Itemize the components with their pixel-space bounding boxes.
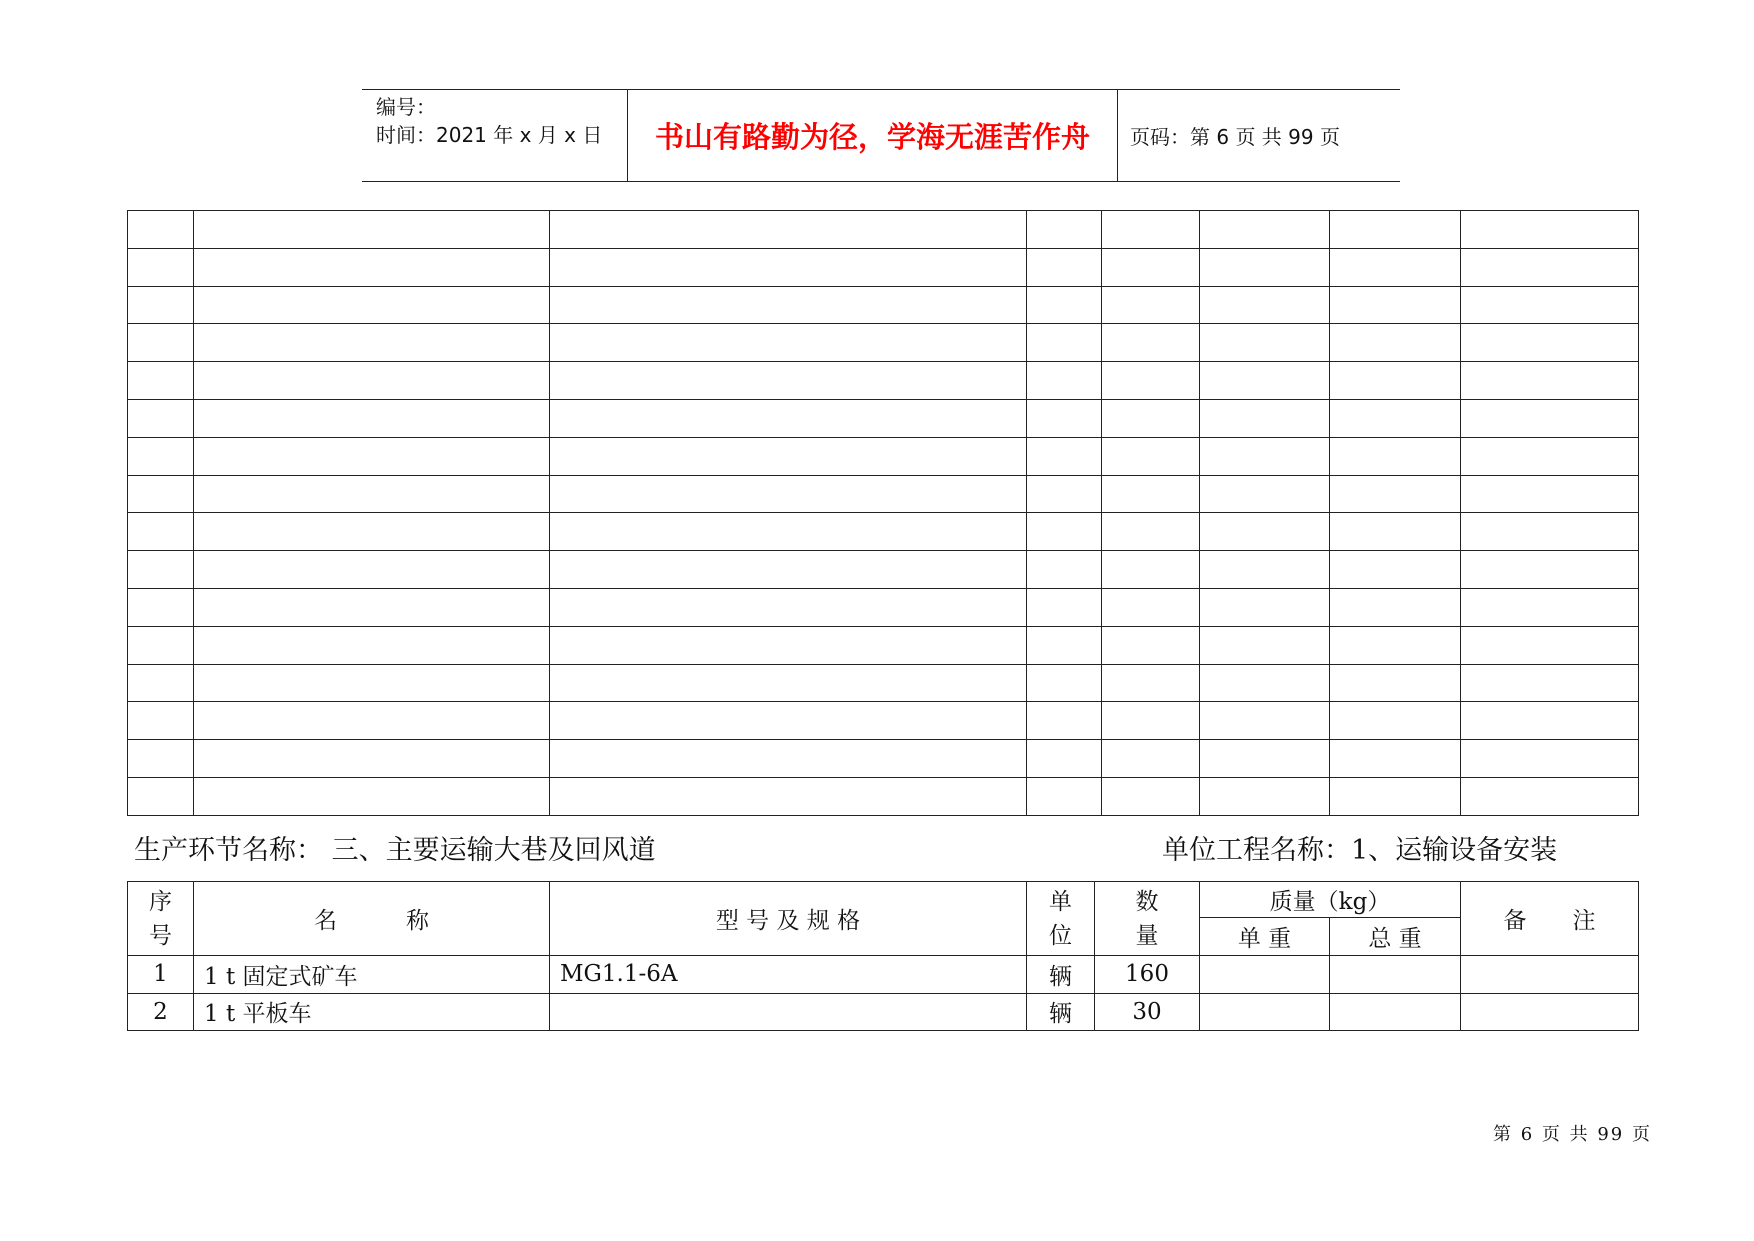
- blank-cell: [194, 248, 550, 286]
- blank-row: [128, 362, 1639, 400]
- blank-cell: [1102, 211, 1200, 249]
- blank-cell: [1027, 626, 1102, 664]
- blank-cell: [194, 362, 550, 400]
- blank-cell: [128, 551, 194, 589]
- blank-cell: [550, 475, 1027, 513]
- blank-cell: [1200, 211, 1330, 249]
- cell-quantity: 160: [1095, 956, 1200, 994]
- blank-cell: [1461, 702, 1639, 740]
- blank-cell: [550, 588, 1027, 626]
- blank-row: [128, 740, 1639, 778]
- blank-cell: [1461, 324, 1639, 362]
- blank-row: [128, 286, 1639, 324]
- blank-cell: [1330, 437, 1461, 475]
- blank-cell: [1461, 286, 1639, 324]
- blank-cell: [1102, 324, 1200, 362]
- blank-row: [128, 626, 1639, 664]
- header-unit-weight: 单 重: [1200, 918, 1330, 956]
- blank-cell: [1461, 399, 1639, 437]
- blank-cell: [550, 664, 1027, 702]
- blank-cell: [1461, 211, 1639, 249]
- blank-cell: [194, 399, 550, 437]
- blank-cell: [1330, 475, 1461, 513]
- blank-cell: [1200, 286, 1330, 324]
- blank-cell: [1102, 551, 1200, 589]
- blank-cell: [194, 664, 550, 702]
- blank-cell: [1200, 777, 1330, 815]
- blank-row: [128, 777, 1639, 815]
- blank-row: [128, 475, 1639, 513]
- table-row: [128, 993, 1639, 1031]
- blank-cell: [1102, 626, 1200, 664]
- blank-cell: [1027, 324, 1102, 362]
- header-quantity: 数 量: [1095, 882, 1200, 956]
- blank-cell: [194, 777, 550, 815]
- blank-cell: [1200, 588, 1330, 626]
- blank-cell: [1330, 777, 1461, 815]
- header-total-weight: 总 重: [1330, 918, 1461, 956]
- header-slogan: 书山有路勤为径，学海无涯苦作舟: [628, 90, 1118, 181]
- header-name: 名 称: [194, 882, 550, 956]
- blank-cell: [194, 475, 550, 513]
- blank-cell: [1461, 664, 1639, 702]
- blank-cell: [550, 362, 1027, 400]
- blank-cell: [1461, 513, 1639, 551]
- unit-project-caption: 单位工程名称：1、运输设备安装: [1162, 835, 1558, 866]
- blank-cell: [550, 211, 1027, 249]
- cell-seq: 2: [128, 993, 194, 1031]
- blank-row: [128, 513, 1639, 551]
- blank-row: [128, 248, 1639, 286]
- production-stage-caption: 生产环节名称： 三、主要运输大巷及回风道: [134, 835, 656, 866]
- blank-cell: [1027, 740, 1102, 778]
- cell-seq: 1: [128, 956, 194, 994]
- blank-row: [128, 437, 1639, 475]
- blank-cell: [1461, 777, 1639, 815]
- blank-cell: [550, 286, 1027, 324]
- blank-cell: [1102, 513, 1200, 551]
- blank-cell: [194, 211, 550, 249]
- document-number-label: 编号：: [376, 95, 436, 119]
- blank-cell: [128, 513, 194, 551]
- blank-cell: [1027, 664, 1102, 702]
- cell-unit: 辆: [1027, 956, 1095, 994]
- blank-cell: [1461, 362, 1639, 400]
- blank-cell: [194, 513, 550, 551]
- blank-grid-table: [127, 210, 1639, 816]
- blank-row: [128, 551, 1639, 589]
- blank-cell: [1330, 248, 1461, 286]
- blank-cell: [194, 286, 550, 324]
- blank-cell: [194, 740, 550, 778]
- blank-cell: [1461, 626, 1639, 664]
- blank-cell: [550, 513, 1027, 551]
- blank-cell: [1330, 286, 1461, 324]
- blank-cell: [1102, 702, 1200, 740]
- cell-model: MG1.1-6A: [550, 956, 1027, 994]
- blank-cell: [1200, 513, 1330, 551]
- blank-cell: [1200, 551, 1330, 589]
- blank-cell: [1461, 588, 1639, 626]
- blank-cell: [550, 437, 1027, 475]
- blank-cell: [1027, 513, 1102, 551]
- header-unit: 单 位: [1027, 882, 1095, 956]
- blank-cell: [1102, 248, 1200, 286]
- blank-cell: [1102, 740, 1200, 778]
- blank-cell: [1461, 475, 1639, 513]
- blank-cell: [128, 740, 194, 778]
- cell-unit-weight: [1200, 956, 1330, 994]
- blank-cell: [1027, 475, 1102, 513]
- blank-cell: [1102, 362, 1200, 400]
- blank-cell: [194, 551, 550, 589]
- blank-cell: [1200, 702, 1330, 740]
- blank-cell: [1102, 664, 1200, 702]
- cell-total-weight: [1330, 993, 1461, 1031]
- blank-cell: [1200, 248, 1330, 286]
- blank-cell: [1102, 777, 1200, 815]
- blank-cell: [128, 702, 194, 740]
- blank-cell: [194, 626, 550, 664]
- blank-cell: [1102, 286, 1200, 324]
- table-row: [128, 956, 1639, 994]
- blank-cell: [1461, 437, 1639, 475]
- blank-cell: [1027, 777, 1102, 815]
- cell-quantity: 30: [1095, 993, 1200, 1031]
- blank-cell: [194, 702, 550, 740]
- header-meta: [362, 90, 628, 181]
- blank-cell: [1200, 740, 1330, 778]
- blank-cell: [1027, 211, 1102, 249]
- blank-cell: [1027, 437, 1102, 475]
- cell-unit-weight: [1200, 993, 1330, 1031]
- blank-cell: [128, 399, 194, 437]
- blank-cell: [128, 588, 194, 626]
- blank-row: [128, 702, 1639, 740]
- blank-row: [128, 664, 1639, 702]
- blank-cell: [1461, 740, 1639, 778]
- blank-row: [128, 211, 1639, 249]
- blank-cell: [550, 551, 1027, 589]
- blank-cell: [1330, 362, 1461, 400]
- blank-cell: [194, 324, 550, 362]
- blank-cell: [1461, 551, 1639, 589]
- blank-cell: [1027, 248, 1102, 286]
- header-remarks: 备 注: [1461, 882, 1639, 956]
- blank-cell: [1027, 399, 1102, 437]
- blank-cell: [1330, 513, 1461, 551]
- blank-cell: [128, 362, 194, 400]
- blank-cell: [1330, 626, 1461, 664]
- blank-row: [128, 324, 1639, 362]
- blank-cell: [550, 702, 1027, 740]
- blank-cell: [1200, 437, 1330, 475]
- blank-cell: [1330, 588, 1461, 626]
- cell-total-weight: [1330, 956, 1461, 994]
- equipment-table: [127, 881, 1639, 1031]
- blank-cell: [128, 626, 194, 664]
- header-model: 型 号 及 规 格: [550, 882, 1027, 956]
- blank-cell: [1330, 664, 1461, 702]
- cell-remarks: [1461, 993, 1639, 1031]
- cell-model: [550, 993, 1027, 1031]
- blank-cell: [1027, 551, 1102, 589]
- blank-cell: [1027, 286, 1102, 324]
- blank-cell: [550, 399, 1027, 437]
- header-mass: 质量（kg）: [1200, 882, 1461, 918]
- blank-cell: [550, 626, 1027, 664]
- blank-cell: [550, 324, 1027, 362]
- blank-cell: [1200, 475, 1330, 513]
- blank-row: [128, 399, 1639, 437]
- blank-cell: [194, 588, 550, 626]
- blank-cell: [550, 777, 1027, 815]
- blank-cell: [128, 211, 194, 249]
- blank-cell: [1200, 362, 1330, 400]
- blank-cell: [1330, 551, 1461, 589]
- blank-cell: [550, 740, 1027, 778]
- header-seq: 序 号: [128, 882, 194, 956]
- blank-cell: [128, 324, 194, 362]
- blank-cell: [128, 248, 194, 286]
- blank-cell: [128, 286, 194, 324]
- blank-cell: [1027, 588, 1102, 626]
- blank-cell: [128, 664, 194, 702]
- blank-cell: [1330, 740, 1461, 778]
- cell-unit: 辆: [1027, 993, 1095, 1031]
- blank-cell: [1461, 248, 1639, 286]
- header-page-info: 页码：第 6 页 共 99 页: [1130, 125, 1340, 149]
- blank-cell: [1330, 211, 1461, 249]
- blank-cell: [1200, 324, 1330, 362]
- document-header: [362, 89, 1400, 182]
- blank-cell: [194, 437, 550, 475]
- blank-cell: [128, 475, 194, 513]
- blank-cell: [1200, 664, 1330, 702]
- cell-remarks: [1461, 956, 1639, 994]
- cell-name: 1 t 平板车: [194, 993, 550, 1031]
- page-footer: 第 6 页 共 99 页: [1493, 1124, 1652, 1145]
- blank-row: [128, 588, 1639, 626]
- blank-cell: [1102, 399, 1200, 437]
- blank-cell: [1102, 588, 1200, 626]
- blank-cell: [1330, 702, 1461, 740]
- blank-cell: [1027, 702, 1102, 740]
- blank-cell: [1102, 437, 1200, 475]
- blank-cell: [1200, 399, 1330, 437]
- blank-cell: [128, 777, 194, 815]
- blank-cell: [1027, 362, 1102, 400]
- blank-cell: [128, 437, 194, 475]
- header-row-1: [128, 882, 1639, 918]
- blank-cell: [1330, 324, 1461, 362]
- blank-cell: [550, 248, 1027, 286]
- blank-cell: [1200, 626, 1330, 664]
- blank-cell: [1102, 475, 1200, 513]
- cell-name: 1 t 固定式矿车: [194, 956, 550, 994]
- document-date: 时间：2021 年 x 月 x 日: [376, 123, 603, 147]
- blank-cell: [1330, 399, 1461, 437]
